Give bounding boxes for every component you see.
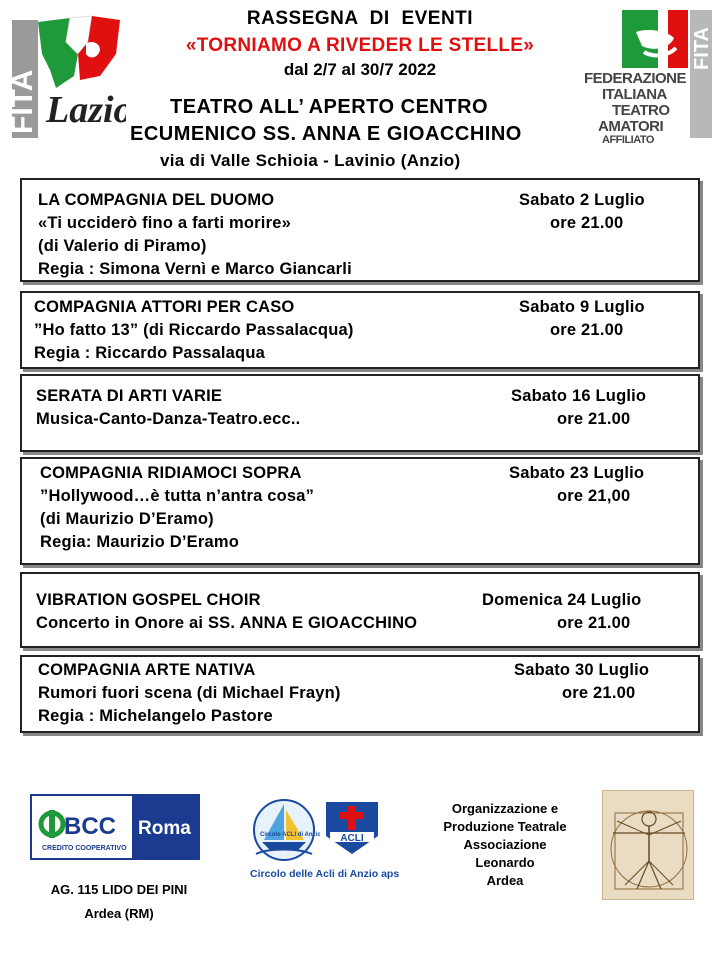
event-card — [20, 572, 700, 648]
venue-line-2: ECUMENICO SS. ANNA E GIOACCHINO — [130, 123, 522, 145]
event-title: ”Hollywood…è tutta n’antra cosa” — [40, 487, 315, 505]
event-time: ore 21.00 — [557, 410, 631, 428]
event-company: COMPAGNIA ATTORI PER CASO — [34, 298, 295, 316]
event-time: ore 21.00 — [562, 684, 636, 702]
svg-text:FITA: FITA — [691, 27, 713, 70]
event-date-range: dal 2/7 al 30/7 2022 — [283, 60, 437, 79]
svg-text:CREDITO COOPERATIVO: CREDITO COOPERATIVO — [42, 845, 127, 852]
bcc-branch-line-1: AG. 115 LIDO DEI PINI — [50, 882, 188, 897]
fita-lazio-logo — [8, 14, 126, 142]
event-director: Regia: Maurizio D’Eramo — [40, 533, 239, 551]
event-title: Rumori fuori scena (di Michael Frayn) — [38, 684, 341, 702]
acli-cross-icon — [322, 796, 382, 858]
bcc-branch-line-2: Ardea (RM) — [84, 906, 154, 921]
event-author: (di Maurizio D’Eramo) — [40, 510, 214, 528]
svg-text:ACLI: ACLI — [340, 833, 364, 844]
event-company: COMPAGNIA ARTE NATIVA — [38, 661, 256, 679]
event-date: Sabato 16 Luglio — [511, 387, 647, 405]
event-title: «Ti ucciderò fino a farti morire» — [38, 214, 291, 232]
event-card — [20, 655, 700, 733]
event-description: Musica-Canto-Danza-Teatro.ecc.. — [36, 410, 301, 428]
event-director: Regia : Riccardo Passalaqua — [34, 344, 265, 362]
svg-text:Lazio: Lazio — [46, 89, 126, 131]
bcc-roma-logo — [30, 794, 200, 860]
event-description: Concerto in Onore ai SS. ANNA E GIOACCHINO — [36, 614, 418, 632]
event-director: Regia : Michelangelo Pastore — [38, 707, 273, 725]
federation-name-line-1: FEDERAZIONE — [584, 70, 687, 87]
svg-text:BCC: BCC — [64, 813, 116, 840]
event-time: ore 21.00 — [550, 321, 624, 339]
bcc-icon — [32, 796, 132, 858]
event-series-title: RASSEGNA DI EVENTI — [246, 8, 474, 29]
acli-circle-logo — [250, 796, 320, 864]
event-director: Regia : Simona Vernì e Marco Giancarli — [38, 260, 352, 278]
organizer-line-3: Associazione — [463, 837, 547, 852]
event-date: Sabato 9 Luglio — [519, 298, 645, 316]
bcc-branch-info — [24, 878, 214, 926]
event-card — [20, 374, 700, 452]
vitruvian-man-image — [602, 790, 694, 900]
organizer-line-1: Organizzazione e — [451, 801, 559, 816]
organizer-line-4: Leonardo — [475, 855, 535, 870]
sailboat-icon — [250, 796, 320, 864]
event-date: Sabato 23 Luglio — [509, 464, 645, 482]
acli-caption: Circolo delle Acli di Anzio aps — [250, 868, 400, 880]
federation-name-line-2: ITALIANA — [602, 86, 667, 103]
fita-federation-logo — [584, 8, 714, 150]
event-company: SERATA DI ARTI VARIE — [36, 387, 223, 405]
italy-map-icon — [8, 14, 126, 142]
federation-name-line-4: AMATORI — [598, 118, 664, 135]
organizer-line-2: Produzione Teatrale — [443, 819, 567, 834]
event-title: ”Ho fatto 13” (di Riccardo Passalacqua) — [34, 321, 354, 339]
event-time: ore 21.00 — [550, 214, 624, 232]
svg-text:Roma: Roma — [138, 818, 191, 839]
organizer-info — [420, 800, 590, 890]
event-card — [20, 178, 700, 282]
event-company: LA COMPAGNIA DEL DUOMO — [38, 191, 275, 209]
event-date: Domenica 24 Luglio — [482, 591, 642, 609]
event-time: ore 21,00 — [557, 487, 631, 505]
event-card — [20, 291, 700, 369]
federation-name-line-3: TEATRO — [612, 102, 670, 119]
event-company: COMPAGNIA RIDIAMOCI SOPRA — [40, 464, 302, 482]
event-author: (di Valerio di Piramo) — [38, 237, 207, 255]
event-time: ore 21.00 — [557, 614, 631, 632]
venue-address: via di Valle Schioia - Lavinio (Anzio) — [160, 151, 461, 170]
event-company: VIBRATION GOSPEL CHOIR — [36, 591, 261, 609]
svg-text:FITA: FITA — [8, 69, 39, 134]
acli-badge-logo — [322, 796, 382, 858]
vitruvian-man-icon — [603, 791, 695, 901]
federation-affiliate-label: AFFILIATO — [602, 134, 654, 146]
event-card — [20, 457, 700, 565]
event-date: Sabato 30 Luglio — [514, 661, 650, 679]
svg-text:Circolo ACLI di Anzio: Circolo ACLI di Anzio — [260, 832, 320, 838]
event-date: Sabato 2 Luglio — [519, 191, 645, 209]
organizer-line-5: Ardea — [486, 873, 524, 888]
venue-line-1: TEATRO ALL’ APERTO CENTRO — [170, 96, 489, 118]
event-series-subtitle: «TORNIAMO A RIVEDER LE STELLE» — [185, 35, 535, 56]
